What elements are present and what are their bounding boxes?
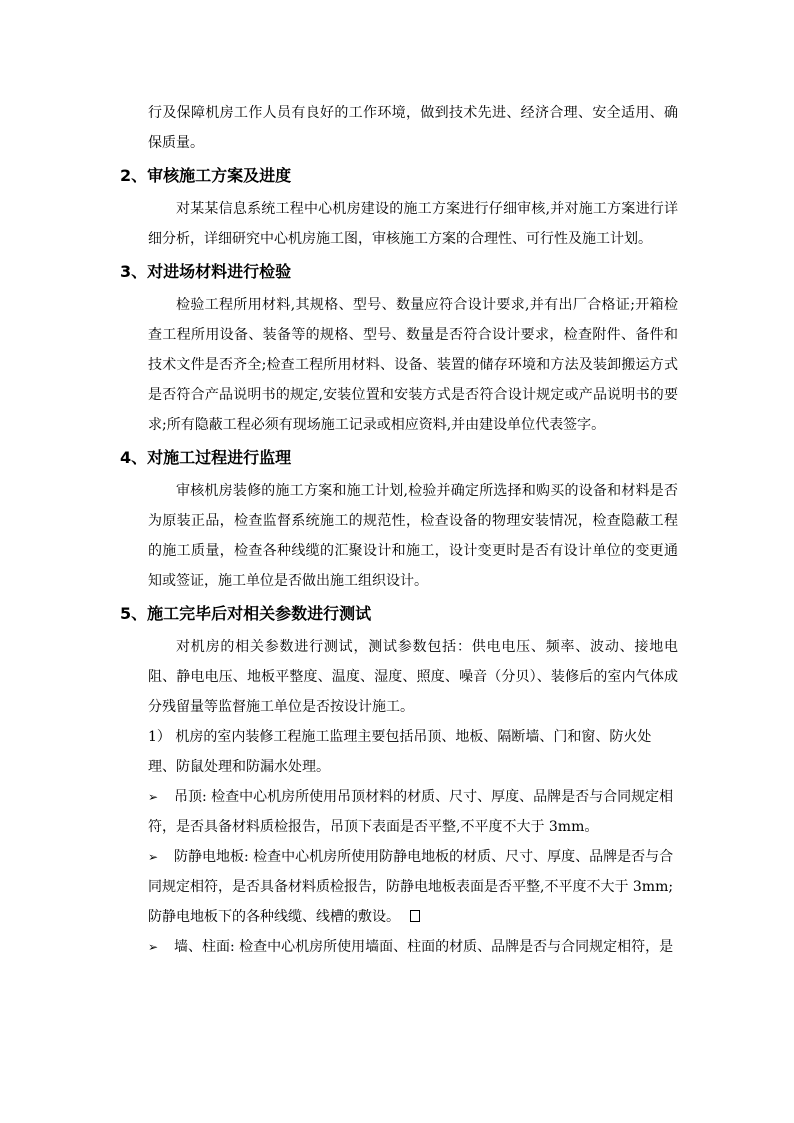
section-heading-2: 2、审核施工方案及进度	[120, 166, 292, 185]
paragraph-material-inspection: 检验工程所用材料,其规格、型号、数量应符合设计要求,并有出厂合格证;开箱检查工程所用设备、装备等的规格、型号、数量是否符合设计要求，检查附件、备件和技术文件是否齐全;检查工程所用材料、设备、装置的储存环境和方法及装卸搬运方式是否符合产品说明书的规定,安装位置和安装方式是否符合设计规定或产品说明书的要求;所有隐蔽工程必须有现场施工记录或相应资料,并由建设单位代表签字。	[148, 297, 678, 433]
section-heading-5: 5、施工完毕后对相关参数进行测试	[120, 604, 372, 623]
box-mark-icon	[410, 910, 420, 922]
arrow-bullet-icon: ➢	[148, 850, 159, 864]
bullet-item-wall	[148, 932, 678, 962]
bullet-item-floor	[148, 842, 678, 932]
bullet-item-ceiling	[148, 782, 678, 842]
numbered-item-1: 1） 机房的室内装修工程施工监理主要包括吊顶、地板、隔断墙、门和窗、防火处理、防鼠处理和防漏水处理。	[148, 729, 652, 775]
document-body	[120, 98, 678, 962]
paragraph-review-plan: 对某某信息系统工程中心机房建设的施工方案进行仔细审核,并对施工方案进行详细分析，详细研究中心机房施工图，审核施工方案的合理性、可行性及施工计划。	[148, 201, 678, 247]
arrow-bullet-icon: ➢	[148, 790, 159, 804]
paragraph-parameter-testing: 对机房的相关参数进行测试，测试参数包括：供电电压、频率、波动、接地电阻、静电电压、地板平整度、温度、湿度、照度、噪音（分贝）、装修后的室内气体成分残留量等监督施工单位是否按设计施工。	[148, 639, 678, 715]
section-heading-4: 4、对施工过程进行监理	[120, 448, 292, 467]
bullet-text-wall: 墙、柱面: 检查中心机房所使用墙面、柱面的材质、品牌是否与合同规定相符，是	[174, 939, 674, 955]
section-heading-3: 3、对进场材料进行检验	[120, 262, 292, 281]
paragraph-process-supervision: 审核机房装修的施工方案和施工计划,检验并确定所选择和购买的设备和材料是否为原装正品，检查监督系统施工的规范性，检查设备的物理安装情况，检查隐蔽工程的施工质量，检查各种线缆的汇聚设计和施工，设计变更时是否有设计单位的变更通知或签证，施工单位是否做出施工组织设计。	[148, 483, 678, 589]
bullet-text-ceiling: 吊顶: 检查中心机房所使用吊顶材料的材质、尺寸、厚度、品牌是否与合同规定相符，是否具备材料质检报告，吊顶下表面是否平整,不平度不大于 3mm。	[148, 789, 674, 835]
arrow-bullet-icon: ➢	[148, 940, 159, 954]
bullet-text-floor: 防静电地板: 检查中心机房所使用防静电地板的材质、尺寸、厚度、品牌是否与合同规定相符，是否具备材料质检报告，防静电地板表面是否平整,不平度不大于 3mm;防静电地板下的各种线缆、线槽的敷设。	[148, 849, 674, 925]
paragraph-continuation: 行及保障机房工作人员有良好的工作环境，做到技术先进、经济合理、安全适用、确保质量。	[148, 105, 678, 151]
